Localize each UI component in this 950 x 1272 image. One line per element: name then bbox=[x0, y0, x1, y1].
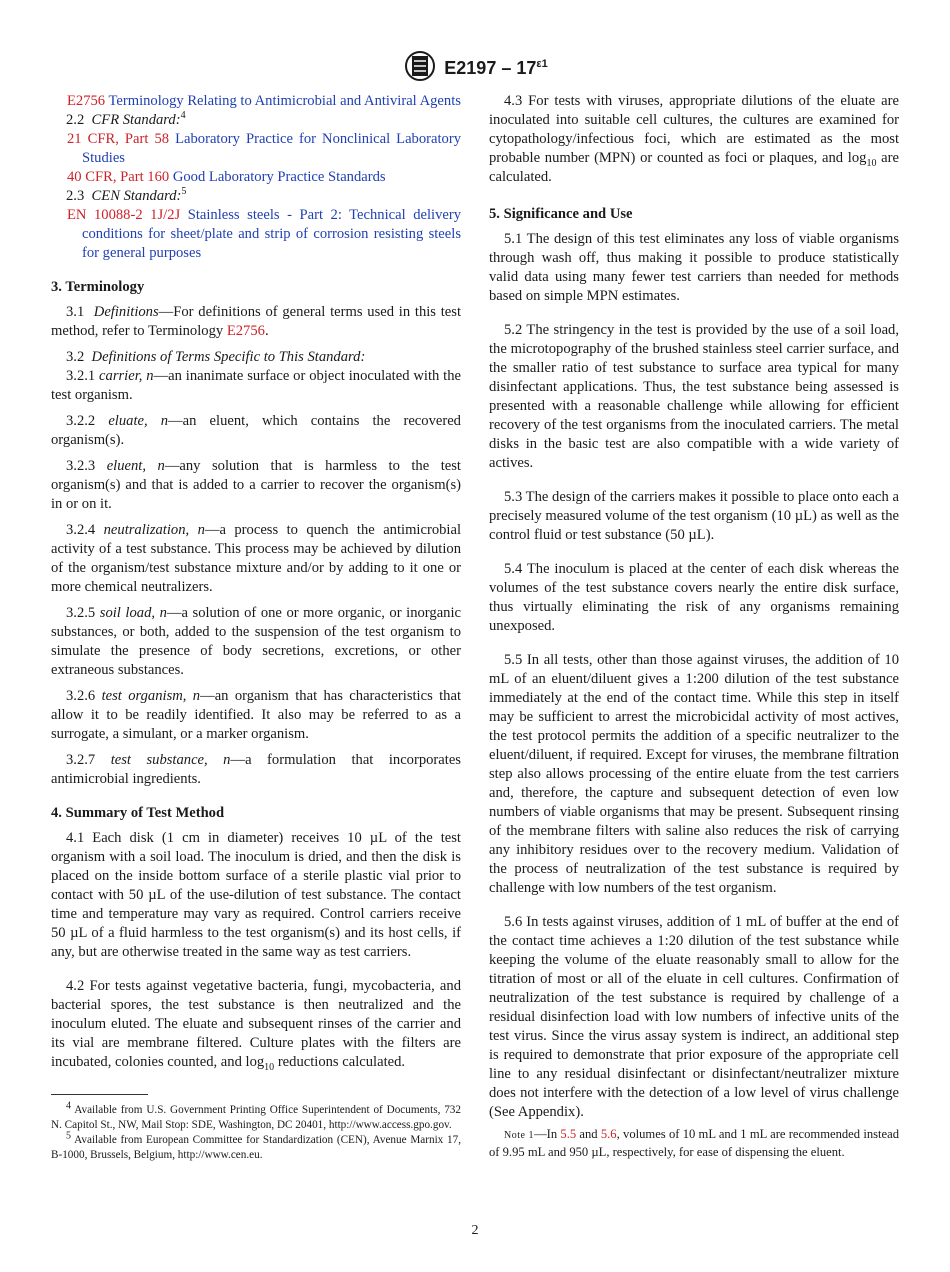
footnote: $^4$ Available from U.S. Government Printing Office Superintendent of Documents, 732 N. Capitol St., NW, Mail Stop: SDE, Washington, DC 20401, http://www.access.gpo.gov. bbox=[51, 1100, 461, 1131]
paragraph: 5.2 The stringency in the test is provided by the use of a soil load, the microtopography of the brushed stainless steel carrier surface, and the smaller ratio of test substance to surface area typical for many disinfectant applications. Thus, the test substance being assessed is presented with a reasonable challenge while allowing for efficient recovery of the test organisms from the inoculated carriers. The metal disks in the basic test are also compatible with a wide variety of actives. bbox=[489, 322, 899, 471]
definition-item: 3.2.3 eluent, n—any solution that is harmless to the test organism(s) and that is added to a carrier to recover the organism(s) in or on it. bbox=[51, 458, 461, 512]
section-link[interactable]: 5.6 bbox=[600, 1127, 617, 1141]
paragraph: 5.1 The design of this test eliminates any loss of viable organisms through wash off, thus making it possible to produce statistically valid data using many fewer test carriers than needed for methods based on simple MPN estimates. bbox=[489, 231, 899, 304]
section-heading: 4. Summary of Test Method bbox=[51, 805, 225, 821]
paragraph: 5.5 In all tests, other than those against viruses, the addition of 10 mL of an eluent/diluent gives a 1:200 dilution of the test substance immediately at the end of the contact time. While this step in itself may be sufficient to arrest the microbicidal activity of most actives, the test protocol permits the addition of a specific neutralizer to the eluent/diluent, if required. Except for viruses, the membrane filtration step also allows processing of the entire eluate from the test carriers and, therefore, the capture and subsequent detection of even low numbers of viable organisms that may be present. Subsequent rinsing of the membrane filters with saline also reduces the risk of carrying any inhibitory residues over to the recovery medium. Validation of the process of neutralization of the test substance is required by challenge with low numbers of the test organism. bbox=[489, 652, 899, 896]
definition-item: 3.2.5 soil load, n—a solution of one or more organic, or inorganic substances, or both, added to the suspension of the test organism to simulate the presence of body secretions, excretions, or other extraneous substances. bbox=[51, 605, 462, 678]
paragraph: 4.3 For tests with viruses, appropriate dilutions of the eluate are inoculated into suitable cell cultures, the cultures are examined for cytopathology/infectious foci, which are estimated as the most probable number (MPN) or counted as foci or plaques, and $\log_{10}$ are calculated. bbox=[489, 93, 900, 185]
right-column bbox=[489, 92, 899, 1160]
reference-title-link[interactable]: Good Laboratory Practice Standards bbox=[172, 169, 386, 185]
definition-item: 3.2.2 eluate, n—an eluent, which contains the recovered organism(s). bbox=[51, 413, 461, 448]
page-header bbox=[0, 50, 950, 82]
reference-link[interactable]: EN 10088-2 1J/2J bbox=[67, 207, 181, 223]
reference-link[interactable]: 21 CFR, Part 58 bbox=[67, 131, 170, 147]
reference-link[interactable]: 40 CFR, Part 160 bbox=[67, 169, 170, 185]
paragraph: 5.6 In tests against viruses, addition of 1 mL of buffer at the end of the contact time achieves a 1:20 dilution of the test substance while keeping the volume of the eluate reasonably small to allow for the titration of most or all of the eluate in cell cultures. Confirmation of neutralization of the test substance is required by challenge of a residual disinfection load with low numbers of infective units of the test virus. Since the virus assay system is indirect, an additional step is required to demonstrate that prior exposure of the appropriate cell line to any residual disinfectant or disinfectant/neutralizer mixture does not interfere with the detection of a low level of virus challenge (See Appendix). bbox=[489, 914, 899, 1120]
definition-item: 3.2.4 neutralization, n—a process to quench the antimicrobial activity of a test substance. This process may be achieved by dilution of the organism/test substance mixture and/or by adding to it one or more chemical neutralizers. bbox=[51, 522, 461, 595]
reference-item bbox=[51, 92, 461, 111]
terminology-link[interactable]: E2756 bbox=[226, 323, 265, 339]
reference-item bbox=[51, 206, 461, 263]
definition-item: 3.2.6 test organism, n—an organism that has characteristics that allow it to be readily identified. It also may be referred to as a surrogate, a simulant, or a marker organism. bbox=[51, 688, 462, 742]
edition-mark: ε1 bbox=[536, 57, 548, 70]
section-link[interactable]: 5.5 bbox=[560, 1127, 577, 1141]
paragraph: 4.1 Each disk (1 cm in diameter) receives 10 µL of the test organism with a soil load. The inoculum is dried, and then the disk is placed on the inside bottom surface of a sterile plastic vial prior to contact with 50 µL of the use-dilution of test substance. The contact time and temperature may vary as required. Control carriers receive 50 µL of a fluid harmless to the test organism(s) and its host cells, if any, but are otherwise treated in the same way as test carriers. bbox=[51, 830, 461, 960]
reference-item bbox=[51, 130, 461, 168]
cfr-standard-heading: 2.2 CFR Standard:$^4$ bbox=[66, 110, 186, 128]
section-heading: 3. Terminology bbox=[51, 279, 145, 295]
document-id: $E2197 - 17^{\varepsilon 1}$ bbox=[444, 57, 548, 78]
paragraph: 3.2 Definitions of Terms Specific to This Standard: bbox=[66, 349, 366, 365]
astm-logo-icon bbox=[402, 50, 438, 82]
cen-standard-heading: 2.3 CEN Standard:$^5$ bbox=[66, 186, 187, 204]
left-column bbox=[51, 92, 461, 1163]
reference-item bbox=[51, 168, 461, 187]
reference-title-link[interactable]: Terminology Relating to Antimicrobial and Antiviral Agents bbox=[108, 93, 461, 109]
paragraph: 5.3 The design of the carriers makes it possible to place onto each a precisely measured volume of the test organism (10 µL) as well as the control fluid or test substance (50 µL). bbox=[489, 489, 899, 543]
page-number: 2 bbox=[471, 1223, 479, 1238]
definition-item: 3.2.7 test substance, n—a formulation that incorporates antimicrobial ingredients. bbox=[51, 752, 461, 787]
footnote: $^5$ Available from European Committee for Standardization (CEN), Avenue Marnix 17, B-1000, Brussels, Belgium, http://www.cen.eu. bbox=[51, 1130, 462, 1161]
footnote-divider bbox=[51, 1094, 148, 1095]
reference-title-link[interactable]: Stainless steels - Part 2: Technical delivery conditions for sheet/plate and strip of corrosion resisting steels for general purposes bbox=[82, 207, 462, 261]
paragraph: 4.2 For tests against vegetative bacteria, fungi, mycobacteria, and bacterial spores, the test substance is then neutralized and the inoculum eluted. The eluate and subsequent rinses of the carrier and its vial are membrane filtered. Culture plates with the filters are incubated, colonies counted, and $\log_{10}$ reductions calculated. bbox=[51, 978, 461, 1073]
definition-item: 3.2.1 carrier, n—an inanimate surface or object inoculated with the test organism. bbox=[51, 368, 461, 403]
note: Note 1—In 5.5 and 5.6, volumes of 10 mL and 1 mL are recommended instead of 9.95 mL and 950 µL, respectively, for ease of dispensing the eluent. bbox=[489, 1127, 899, 1159]
reference-title-link[interactable]: Laboratory Practice for Nonclinical Laboratory Studies bbox=[82, 131, 461, 166]
section-heading: 5. Significance and Use bbox=[489, 206, 633, 222]
paragraph: 3.1 Definitions—For definitions of general terms used in this test method, refer to Terminology E2756. bbox=[51, 304, 462, 339]
reference-link[interactable]: E2756 bbox=[67, 93, 106, 109]
paragraph: 5.4 The inoculum is placed at the center of each disk whereas the volumes of the test substance covers nearly the entire disk surface, thus virtually eliminating the risk of any organisms remaining unexposed. bbox=[489, 561, 899, 634]
